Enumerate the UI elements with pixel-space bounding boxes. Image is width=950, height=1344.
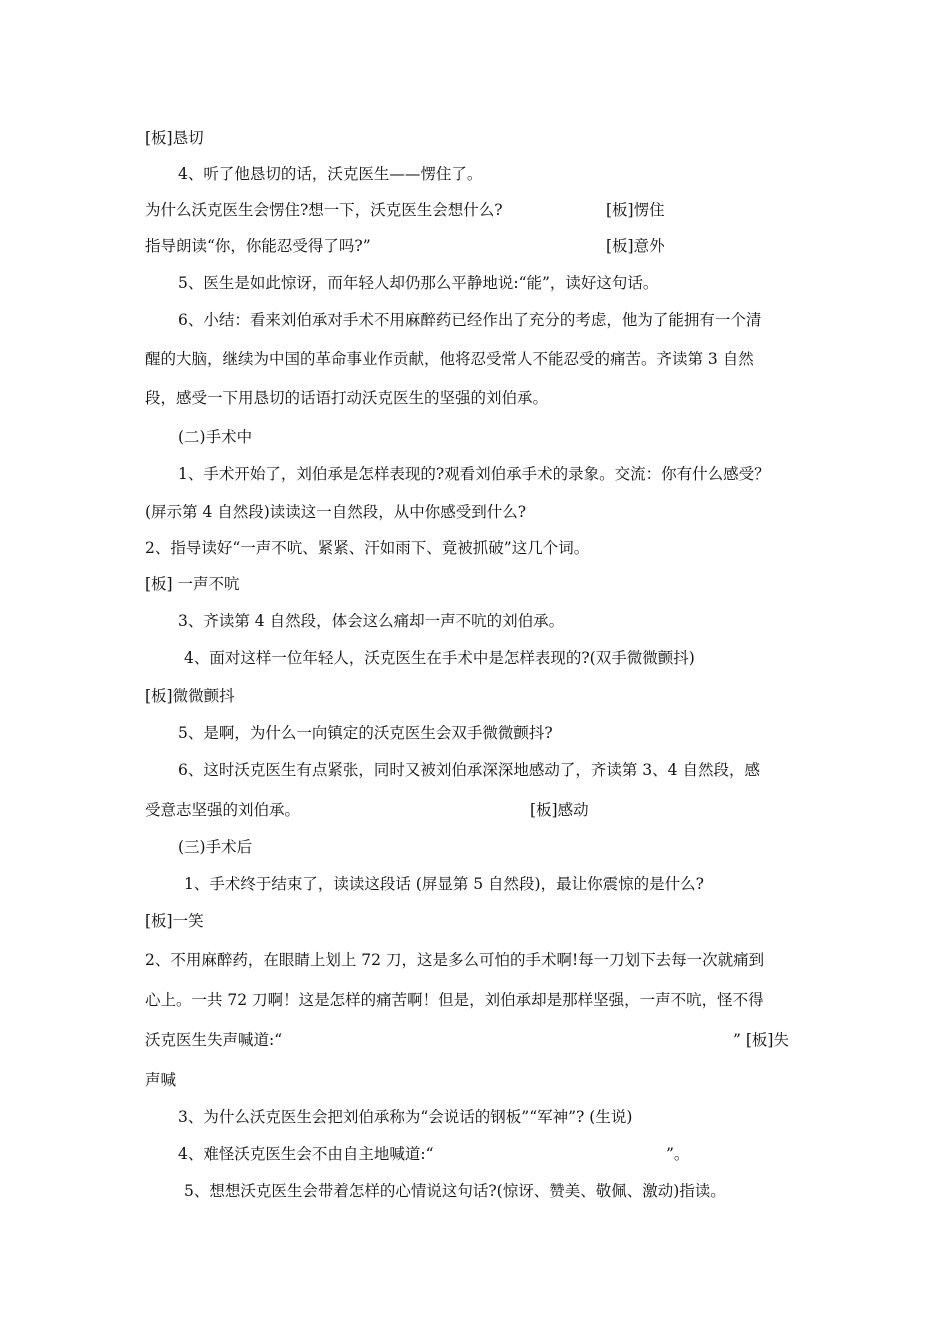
paragraph-line: 6、这时沃克医生有点紧张，同时又被刘伯承深深地感动了，齐读第 3、4 自然段，感 xyxy=(178,761,760,779)
board-note-yixiao: [板]一笑 xyxy=(145,912,204,930)
board-note-yishengbukeng: [板] 一声不吭 xyxy=(145,575,240,593)
board-note-gandong: [板]感动 xyxy=(530,801,589,819)
paragraph-line: (屏示第 4 自然段)读读这一自然段，从中你感受到什么? xyxy=(145,503,527,521)
board-note-weiweichandou: [板]微微颤抖 xyxy=(145,687,235,705)
paragraph-line: 2、不用麻醉药，在眼睛上划上 72 刀，这是多么可怕的手术啊!每一刀划下去每一次就痛到 xyxy=(145,951,765,969)
paragraph-line: 5、是啊，为什么一向镇定的沃克医生会双手微微颤抖? xyxy=(178,724,553,742)
paragraph-line: 沃克医生失声喊道:“ xyxy=(145,1031,283,1049)
paragraph-line: 醒的大脑，继续为中国的革命事业作贡献，他将忍受常人不能忍受的痛苦。齐读第 3 自然 xyxy=(145,350,754,368)
paragraph-line: 指导朗读“你，你能忍受得了吗?” xyxy=(145,237,371,255)
paragraph-line: 3、齐读第 4 自然段，体会这么痛却一声不吭的刘伯承。 xyxy=(178,612,565,630)
paragraph-line: 段，感受一下用恳切的话语打动沃克医生的坚强的刘伯承。 xyxy=(145,389,549,407)
section-heading: (三)手术后 xyxy=(178,838,253,856)
paragraph-line: 6、小结：看来刘伯承对手术不用麻醉药已经作出了充分的考虑，他为了能拥有一个清 xyxy=(178,311,762,329)
quote-close: ”。 xyxy=(666,1145,690,1163)
paragraph-line: 1、手术开始了，刘伯承是怎样表现的?观看刘伯承手术的录象。交流：你有什么感受？ xyxy=(178,465,770,483)
section-heading: (二)手术中 xyxy=(178,428,253,446)
board-note-shishenghan: ” [板]失 xyxy=(733,1031,789,1049)
paragraph-line: 1、手术终于结束了，读读这段话 (屏显第 5 自然段)，最让你震惊的是什么? xyxy=(184,875,704,893)
board-note-yiwai: [板]意外 xyxy=(606,237,665,255)
paragraph-line: 5、医生是如此惊讶，而年轻人却仍那么平静地说:“能”，读好这句话。 xyxy=(178,274,659,292)
paragraph-line: 声喊 xyxy=(145,1071,177,1089)
paragraph-line: 4、面对这样一位年轻人，沃克医生在手术中是怎样表现的?(双手微微颤抖) xyxy=(184,649,695,667)
board-note-lengzhu: [板]愣住 xyxy=(606,201,665,219)
paragraph-line: 心上。一共 72 刀啊！这是怎样的痛苦啊！但是，刘伯承却是那样坚强，一声不吭，怪不得 xyxy=(145,991,764,1009)
board-note-kenqie: [板]恳切 xyxy=(145,129,204,147)
paragraph-line: 4、听了他恳切的话，沃克医生——愣住了。 xyxy=(178,165,483,183)
paragraph-line: 5、想想沃克医生会带着怎样的心情说这句话?(惊讶、赞美、敬佩、激动)指读。 xyxy=(184,1182,726,1200)
paragraph-line: 为什么沃克医生会愣住?想一下，沃克医生会想什么? xyxy=(145,201,503,219)
paragraph-line: 4、难怪沃克医生会不由自主地喊道:“ xyxy=(178,1145,434,1163)
paragraph-line: 3、为什么沃克医生会把刘伯承称为“会说话的钢板”“军神”? (生说) xyxy=(178,1108,633,1126)
paragraph-line: 受意志坚强的刘伯承。 xyxy=(145,801,301,819)
paragraph-line: 2、指导读好“一声不吭、紧紧、汗如雨下、竟被抓破”这几个词。 xyxy=(145,539,590,557)
